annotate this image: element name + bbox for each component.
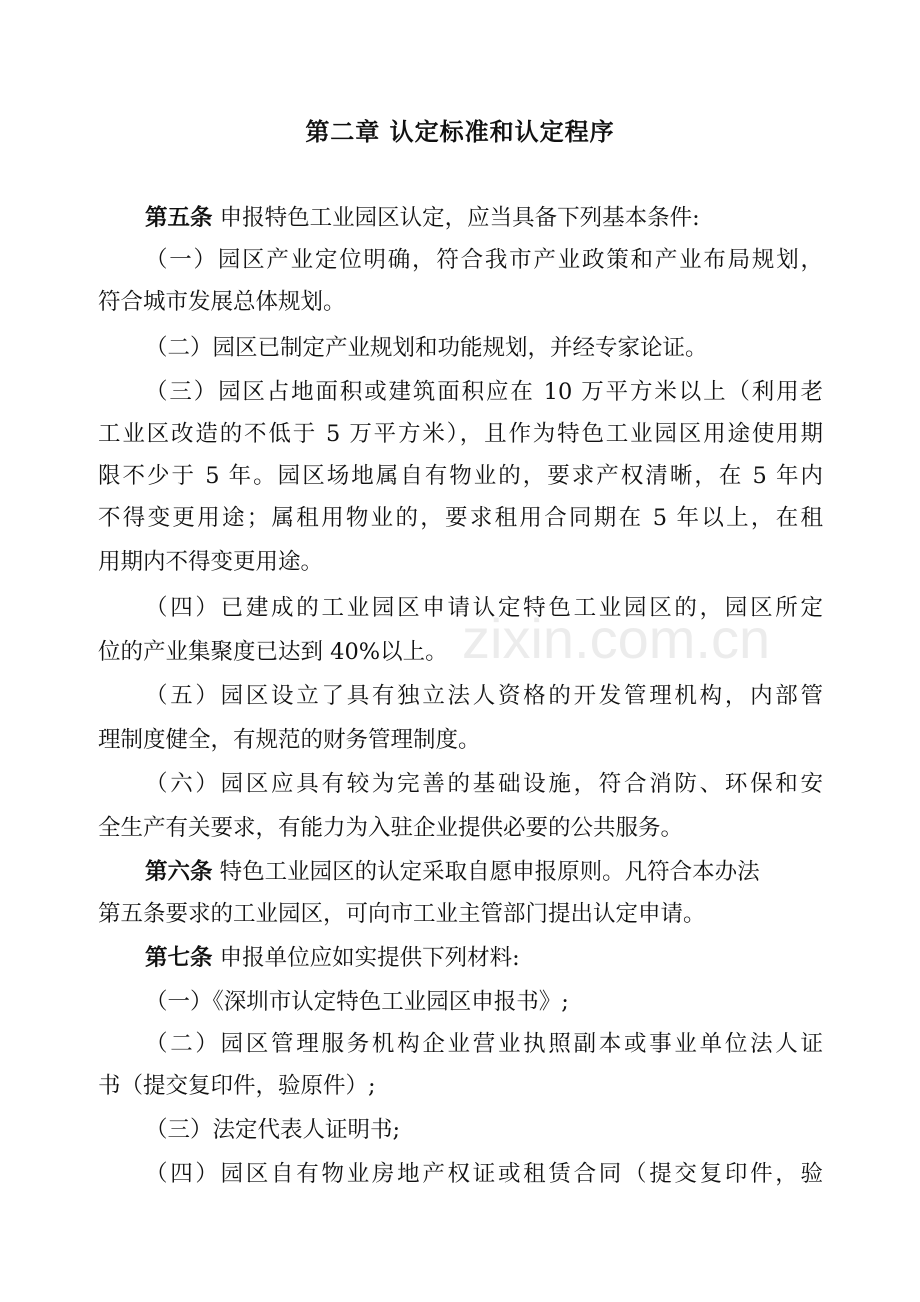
article-number: 第六条 — [145, 859, 213, 885]
paragraph-line: （四）已建成的工业园区申请认定特色工业园区的，园区所定 — [145, 595, 823, 621]
paragraph-line: 位的产业集聚度已达到 40%以上。 — [98, 639, 448, 665]
article-number: 第五条 — [145, 205, 213, 231]
watermark: zixin.com.cn — [462, 607, 771, 670]
paragraph-line: （五）园区设立了具有独立法人资格的开发管理机构，内部管 — [145, 683, 823, 709]
paragraph-line: （一）《深圳市认定特色工业园区申报书》; — [145, 989, 569, 1015]
paragraph-line: （六）园区应具有较为完善的基础设施，符合消防、环保和安 — [145, 771, 823, 797]
paragraph-line: （三）法定代表人证明书; — [145, 1117, 401, 1143]
article-7-heading — [145, 942, 520, 974]
paragraph-line: （二）园区管理服务机构企业营业执照副本或事业单位法人证 — [145, 1031, 823, 1057]
paragraph-line: 书（提交复印件，验原件）; — [98, 1073, 376, 1099]
paragraph-line: （三）园区占地面积或建筑面积应在 10 万平方米以上（利用老 — [145, 379, 823, 405]
paragraph-line: 全生产有关要求，有能力为入驻企业提供必要的公共服务。 — [98, 815, 684, 841]
paragraph-line: （一）园区产业定位明确，符合我市产业政策和产业布局规划， — [145, 247, 823, 273]
paragraph-line: 符合城市发展总体规划。 — [98, 289, 346, 315]
article-number: 第七条 — [145, 945, 213, 971]
paragraph-line: 用期内不得变更用途。 — [98, 549, 324, 575]
chapter-title: 第二章 认定标准和认定程序 — [305, 118, 615, 146]
paragraph-line: 工业区改造的不低于 5 万平方米），且作为特色工业园区用途使用期 — [98, 421, 823, 447]
article-text: 申报单位应如实提供下列材料: — [212, 945, 520, 971]
paragraph-line: （二）园区已制定产业规划和功能规划，并经专家论证。 — [145, 335, 708, 361]
paragraph-line: 理制度健全，有规范的财务管理制度。 — [98, 727, 481, 753]
paragraph-line: （四）园区自有物业房地产权证或租赁合同（提交复印件，验 — [145, 1161, 823, 1187]
paragraph-line: 不得变更用途；属租用物业的，要求租用合同期在 5 年以上，在租 — [98, 505, 823, 531]
article-text: 特色工业园区的认定采取自愿申报原则。凡符合本办法 — [212, 859, 760, 885]
paragraph-line: 第五条要求的工业园区，可向市工业主管部门提出认定申请。 — [98, 901, 706, 927]
article-5-heading — [145, 202, 700, 234]
article-text: 申报特色工业园区认定，应当具备下列基本条件: — [212, 205, 700, 231]
article-6-heading — [145, 856, 760, 888]
paragraph-line: 限不少于 5 年。园区场地属自有物业的，要求产权清晰，在 5 年内 — [98, 463, 823, 489]
